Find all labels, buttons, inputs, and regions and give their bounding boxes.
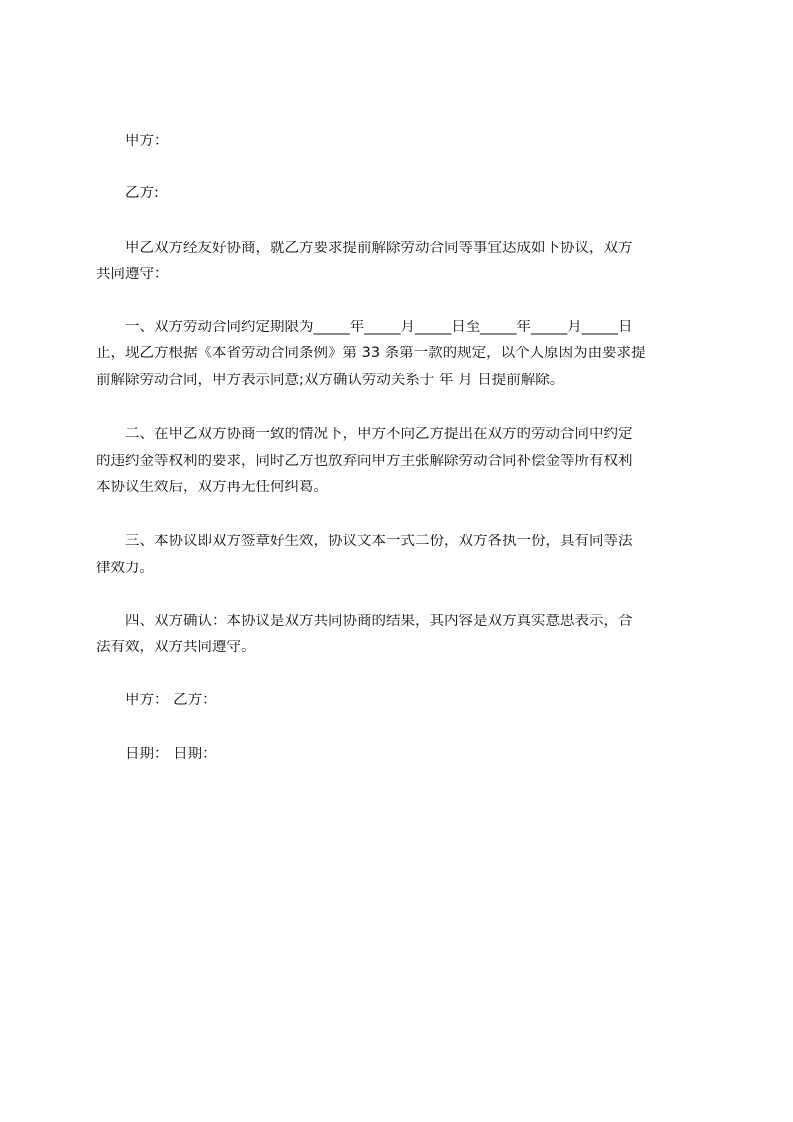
clause-4-line-1: 四、双方确认：本协议是双方共同协商的结果，其内容是双方真实意思表示，合 <box>96 614 633 629</box>
clause-2-line-1: 二、在甲乙双方协商一致的情况下，甲方不向乙方提出在双方的劳动合同中约定 <box>96 427 633 442</box>
clause-4-line-2: 法有效，双方共同遵守。 <box>96 640 256 655</box>
clause-2-line-3: 本协议生效后，双方再无任何纠葛。 <box>96 480 328 495</box>
intro-line-1: 甲乙双方经友好协商，就乙方要求提前解除劳动合同等事宜达成如下协议，双方 <box>96 241 633 256</box>
clause-1-line-1: 一、双方劳动合同约定期限为_____年_____月_____日至_____年_____月_____日 <box>96 320 633 335</box>
date-line: 日期： 日期： <box>96 747 217 762</box>
signature-line: 甲方： 乙方： <box>96 693 217 708</box>
intro-line-2: 共同遵守： <box>96 267 169 282</box>
clause-1-line-2: 止，现乙方根据《本省劳动合同条例》第 33 条第一款的规定，以个人原因为由要求提 <box>96 346 646 361</box>
clause-1-line-3: 前解除劳动合同，甲方表示同意;双方确认劳动关系于 年 月 日提前解除。 <box>96 373 565 388</box>
clause-3-line-2: 律效力。 <box>96 561 154 576</box>
party-b-label: 乙方: <box>96 186 159 201</box>
clause-2-line-2: 的违约金等权利的要求，同时乙方也放弃向甲方主张解除劳动合同补偿金等所有权利 <box>96 454 633 469</box>
party-a-label: 甲方： <box>96 134 169 149</box>
clause-3-line-1: 三、本协议即双方签章好生效，协议文本一式二份，双方各执一份，具有同等法 <box>96 534 633 549</box>
